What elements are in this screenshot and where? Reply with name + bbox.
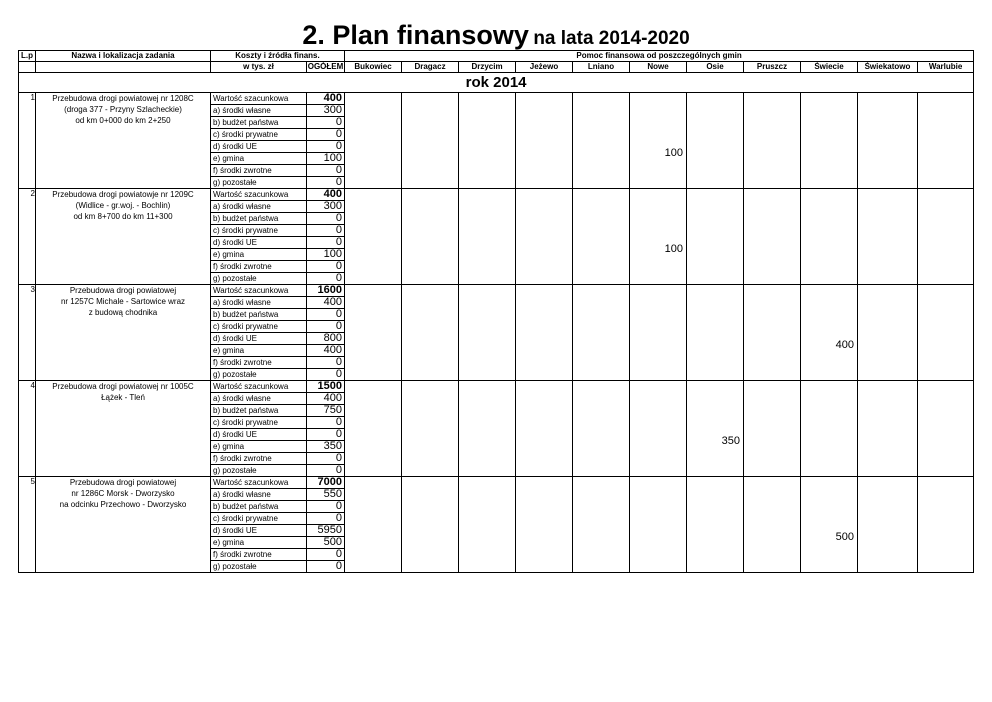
- funding-source-label: c) środki prywatne: [211, 416, 306, 428]
- header-gmina: Dragacz: [402, 62, 459, 73]
- funding-value: 400: [307, 392, 344, 404]
- funding-source-label: e) gmina: [211, 440, 306, 452]
- gmina-aid-cell: [630, 381, 687, 477]
- funding-source-label: b) budżet państwa: [211, 116, 306, 128]
- gmina-aid-cell: [687, 93, 744, 189]
- gmina-aid-cell: [744, 285, 801, 381]
- gmina-aid-cell: [858, 381, 918, 477]
- funding-source-label: g) pozostałe: [211, 560, 306, 572]
- header-gmina: Świecie: [801, 62, 858, 73]
- funding-source-label: b) budżet państwa: [211, 308, 306, 320]
- funding-value: 0: [307, 320, 344, 332]
- task-name: [36, 477, 211, 573]
- task-name: [36, 381, 211, 477]
- task-name-line: Łążek - Tleń: [101, 393, 145, 402]
- funding-value: 0: [307, 452, 344, 464]
- gmina-aid-cell: [858, 285, 918, 381]
- task-row: [19, 93, 974, 189]
- gmina-aid-cell: [516, 93, 573, 189]
- funding-values: [307, 477, 345, 573]
- gmina-aid-cell: [516, 381, 573, 477]
- funding-value: 1500: [317, 380, 342, 392]
- gmina-aid-cell: [801, 477, 858, 573]
- funding-source-label: f) środki zwrotne: [211, 548, 306, 560]
- gmina-aid-cell: [801, 93, 858, 189]
- gmina-aid-cell: [345, 477, 402, 573]
- funding-value: 0: [307, 368, 344, 380]
- funding-value: 550: [307, 488, 344, 500]
- task-name: [36, 189, 211, 285]
- task-name-line: Przebudowa drogi powiatowej: [69, 478, 177, 487]
- header-gmina: Jeżewo: [516, 62, 573, 73]
- gmina-aid-cell: [573, 189, 630, 285]
- funding-value: 0: [307, 260, 344, 272]
- gmina-aid-cell: [630, 189, 687, 285]
- funding-source-label: g) pozostałe: [211, 464, 306, 476]
- gmina-aid-cell: [402, 477, 459, 573]
- funding-source-label: a) środki własne: [211, 392, 306, 404]
- funding-value: 100: [307, 248, 344, 260]
- gmina-aid-cell: [744, 93, 801, 189]
- funding-value: 0: [307, 560, 344, 572]
- funding-value: 0: [307, 140, 344, 152]
- gmina-aid-cell: [687, 381, 744, 477]
- funding-sources: [211, 189, 307, 285]
- gmina-aid-value: 500: [835, 531, 854, 543]
- funding-source-label: f) środki zwrotne: [211, 356, 306, 368]
- funding-value: 500: [307, 536, 344, 548]
- funding-value: 750: [307, 404, 344, 416]
- gmina-aid-value: 100: [664, 243, 683, 255]
- gmina-aid-cell: [918, 93, 974, 189]
- header-gmina: Bukowiec: [345, 62, 402, 73]
- gmina-aid-cell: [687, 189, 744, 285]
- gmina-aid-cell: [402, 285, 459, 381]
- funding-sources: [211, 285, 307, 381]
- page-title: [0, 20, 992, 51]
- funding-value: 400: [307, 296, 344, 308]
- gmina-aid-cell: [801, 285, 858, 381]
- funding-value: 400: [307, 344, 344, 356]
- task-number: 3: [19, 285, 36, 381]
- title-main: 2. Plan finansowy: [302, 20, 529, 50]
- funding-source-label: d) środki UE: [211, 236, 306, 248]
- gmina-aid-cell: [459, 477, 516, 573]
- funding-value: 0: [307, 224, 344, 236]
- funding-value: 300: [307, 200, 344, 212]
- funding-value: 0: [307, 236, 344, 248]
- funding-source-label: g) pozostałe: [211, 368, 306, 380]
- funding-source-label: f) środki zwrotne: [211, 164, 306, 176]
- header-gmina: Pruszcz: [744, 62, 801, 73]
- gmina-aid-cell: [402, 93, 459, 189]
- header-gmina: Lniano: [573, 62, 630, 73]
- gmina-aid-cell: [459, 381, 516, 477]
- gmina-aid-cell: [918, 189, 974, 285]
- funding-source-label: d) środki UE: [211, 428, 306, 440]
- gmina-aid-cell: [630, 285, 687, 381]
- funding-source-label: c) środki prywatne: [211, 320, 306, 332]
- funding-value: 0: [307, 116, 344, 128]
- gmina-aid-cell: [858, 93, 918, 189]
- gmina-aid-cell: [573, 93, 630, 189]
- funding-source-label: c) środki prywatne: [211, 128, 306, 140]
- funding-value: 0: [307, 356, 344, 368]
- funding-source-label: a) środki własne: [211, 200, 306, 212]
- task-name-line: (droga 377 - Przyny Szlacheckie): [64, 105, 182, 114]
- funding-values: [307, 381, 345, 477]
- funding-source-label: d) środki UE: [211, 332, 306, 344]
- task-name-line: z budową chodnika: [88, 308, 158, 317]
- gmina-aid-cell: [801, 381, 858, 477]
- task-name-line: od km 8+700 do km 11+300: [73, 212, 173, 221]
- funding-value: 1600: [317, 284, 342, 296]
- funding-value: 350: [307, 440, 344, 452]
- funding-source-label: b) budżet państwa: [211, 500, 306, 512]
- gmina-aid-cell: [402, 189, 459, 285]
- task-row: [19, 189, 974, 285]
- funding-sources: [211, 93, 307, 189]
- funding-value: 0: [307, 212, 344, 224]
- task-row: [19, 381, 974, 477]
- task-row: [19, 477, 974, 573]
- gmina-aid-cell: [573, 477, 630, 573]
- gmina-aid-cell: [630, 93, 687, 189]
- gmina-aid-cell: [459, 189, 516, 285]
- funding-sources: [211, 381, 307, 477]
- header-gmina: Osie: [687, 62, 744, 73]
- gmina-aid-value: 350: [721, 435, 740, 447]
- gmina-aid-cell: [630, 477, 687, 573]
- task-name-line: na odcinku Przechowo - Dworzysko: [59, 500, 187, 509]
- task-name: [36, 93, 211, 189]
- gmina-aid-cell: [459, 93, 516, 189]
- task-name-line: od km 0+000 do km 2+250: [75, 116, 171, 125]
- header-gmina: Świekatowo: [858, 62, 918, 73]
- funding-source-label: e) gmina: [211, 536, 306, 548]
- header-name: Nazwa i lokalizacja zadania: [36, 51, 211, 62]
- funding-source-label: f) środki zwrotne: [211, 452, 306, 464]
- funding-source-label: g) pozostałe: [211, 272, 306, 284]
- header-gmina: Warlubie: [918, 62, 974, 73]
- gmina-aid-value: 100: [664, 147, 683, 159]
- header-gmina: Nowe: [630, 62, 687, 73]
- gmina-aid-cell: [918, 285, 974, 381]
- gmina-aid-cell: [918, 477, 974, 573]
- gmina-aid-cell: [345, 93, 402, 189]
- funding-values: [307, 189, 345, 285]
- gmina-aid-cell: [744, 381, 801, 477]
- funding-source-label: g) pozostałe: [211, 176, 306, 188]
- header-total: OGÓŁEM: [307, 62, 344, 71]
- funding-source-label: Wartość szacunkowa: [213, 94, 289, 103]
- header-aid: Pomoc finansowa od poszczególnych gmin: [345, 51, 974, 62]
- task-name-line: (Widlice - gr.woj. - Bochlin): [75, 201, 171, 210]
- task-number: 2: [19, 189, 36, 285]
- funding-value: 0: [307, 164, 344, 176]
- gmina-aid-cell: [573, 285, 630, 381]
- funding-value: 0: [307, 548, 344, 560]
- funding-source-label: b) budżet państwa: [211, 212, 306, 224]
- funding-source-label: f) środki zwrotne: [211, 260, 306, 272]
- funding-source-label: a) środki własne: [211, 296, 306, 308]
- header-costs-unit: w tys. zł: [211, 62, 307, 73]
- gmina-aid-cell: [744, 189, 801, 285]
- funding-source-label: Wartość szacunkowa: [213, 286, 289, 295]
- funding-value: 0: [307, 500, 344, 512]
- gmina-aid-cell: [345, 189, 402, 285]
- gmina-aid-cell: [918, 381, 974, 477]
- task-name-line: Przebudowa drogi powiatowej nr 1005C: [52, 382, 194, 391]
- funding-source-label: e) gmina: [211, 152, 306, 164]
- task-name-line: Przebudowa drogi powiatowej nr 1208C: [52, 94, 194, 103]
- gmina-aid-cell: [687, 477, 744, 573]
- gmina-aid-cell: [516, 189, 573, 285]
- gmina-aid-cell: [345, 285, 402, 381]
- funding-source-label: b) budżet państwa: [211, 404, 306, 416]
- gmina-aid-cell: [459, 285, 516, 381]
- gmina-aid-cell: [744, 477, 801, 573]
- funding-value: 100: [307, 152, 344, 164]
- task-number: 4: [19, 381, 36, 477]
- funding-value: 0: [307, 416, 344, 428]
- funding-values: [307, 93, 345, 189]
- funding-value: 0: [307, 464, 344, 476]
- funding-value: 0: [307, 308, 344, 320]
- funding-value: 400: [323, 188, 342, 200]
- header-gmina: Drzycim: [459, 62, 516, 73]
- gmina-aid-cell: [345, 381, 402, 477]
- gmina-aid-cell: [516, 285, 573, 381]
- year-row: rok 2014: [19, 73, 974, 93]
- funding-value: 0: [307, 272, 344, 284]
- funding-value: 400: [323, 92, 342, 104]
- funding-value: 0: [307, 128, 344, 140]
- gmina-aid-cell: [858, 189, 918, 285]
- funding-values: [307, 285, 345, 381]
- task-name-line: Przebudowa drogi powiatowej: [69, 286, 177, 295]
- gmina-aid-cell: [801, 189, 858, 285]
- funding-sources: [211, 477, 307, 573]
- funding-value: 300: [307, 104, 344, 116]
- funding-value: 7000: [317, 476, 342, 488]
- funding-source-label: e) gmina: [211, 248, 306, 260]
- header-costs: Koszty i źródła finans.: [211, 51, 345, 62]
- funding-value: 5950: [307, 524, 344, 536]
- funding-value: 0: [307, 176, 344, 188]
- funding-source-label: Wartość szacunkowa: [213, 382, 289, 391]
- task-number: 5: [19, 477, 36, 573]
- task-number: 1: [19, 93, 36, 189]
- task-row: [19, 285, 974, 381]
- task-name: [36, 285, 211, 381]
- gmina-aid-cell: [573, 381, 630, 477]
- funding-value: 0: [307, 512, 344, 524]
- funding-source-label: a) środki własne: [211, 488, 306, 500]
- gmina-aid-cell: [516, 477, 573, 573]
- title-sub: na lata 2014-2020: [533, 28, 690, 49]
- funding-source-label: c) środki prywatne: [211, 512, 306, 524]
- gmina-aid-cell: [687, 285, 744, 381]
- funding-value: 0: [307, 428, 344, 440]
- funding-source-label: d) środki UE: [211, 524, 306, 536]
- gmina-aid-value: 400: [835, 339, 854, 351]
- finance-plan-table: [18, 50, 974, 573]
- gmina-aid-cell: [402, 381, 459, 477]
- funding-value: 800: [307, 332, 344, 344]
- task-name-line: nr 1286C Morsk - Dworzysko: [71, 489, 175, 498]
- funding-source-label: d) środki UE: [211, 140, 306, 152]
- funding-source-label: e) gmina: [211, 344, 306, 356]
- funding-source-label: a) środki własne: [211, 104, 306, 116]
- task-name-line: nr 1257C Michale - Sartowice wraz: [60, 297, 186, 306]
- gmina-aid-cell: [858, 477, 918, 573]
- task-name-line: Przebudowa drogi powiatowje nr 1209C: [52, 190, 194, 199]
- funding-source-label: c) środki prywatne: [211, 224, 306, 236]
- funding-source-label: Wartość szacunkowa: [213, 190, 289, 199]
- header-lp: L.p: [19, 51, 36, 62]
- funding-source-label: Wartość szacunkowa: [213, 478, 289, 487]
